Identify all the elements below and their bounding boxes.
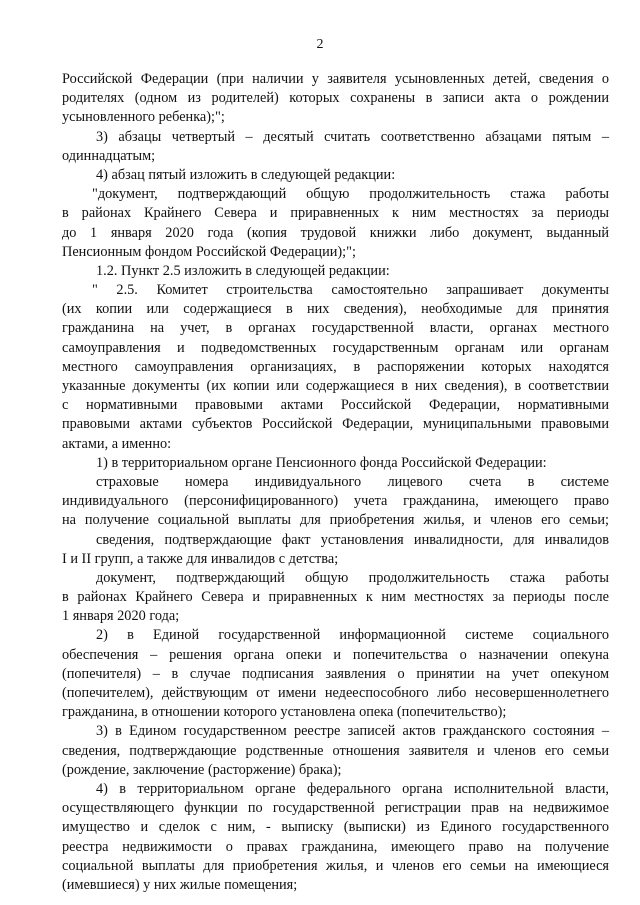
- text-line: 1 января 2020 года;: [62, 608, 180, 625]
- text-line: на получение социальной выплаты для приобретения жилья, и членов его семьи;: [62, 512, 609, 529]
- text-line: одиннадцатым;: [62, 147, 156, 164]
- text-line: 4) в территориальном органе федерального органа исполнительной власти,: [96, 780, 609, 797]
- text-line: (попечителя) – в случае подписания заявления о принятии на учет опекуном: [62, 665, 609, 682]
- text-line: страховые номера индивидуального лицевого счета в системе: [96, 473, 609, 490]
- text-line: (попечителем), действующим от имени недееспособного либо несовершеннолетнего: [62, 685, 609, 701]
- page-number: 2: [316, 37, 324, 52]
- text-line: правовыми актами субъектов Российской Федерации, муниципальными правовыми: [62, 416, 609, 433]
- text-line: 3) в Едином государственном реестре записей актов гражданского состояния –: [96, 723, 609, 740]
- text-line: Российской Федерации (при наличии у заявителя усыновленных детей, сведения о: [62, 71, 609, 87]
- text-line: документ, подтверждающий общую продолжительность стажа работы: [96, 569, 609, 586]
- text-line: 1.2. Пункт 2.5 изложить в следующей редакции:: [96, 262, 390, 279]
- text-line: "документ, подтверждающий общую продолжительность стажа работы: [92, 186, 609, 203]
- text-line: усыновленного ребенка);";: [62, 109, 225, 126]
- text-line: Пенсионным фондом Российской Федерации);";: [62, 243, 356, 260]
- text-line: 1) в территориальном органе Пенсионного фонда Российской Федерации:: [96, 454, 547, 471]
- text-line: индивидуального (персонифицированного) учета гражданина, имеющего право: [62, 493, 609, 510]
- text-line: 2) в Единой государственной информационной системе социального: [96, 627, 609, 644]
- text-line: сведения, подтверждающие факт установления инвалидности, для инвалидов: [96, 531, 609, 548]
- text-line: до 1 января 2020 года (копия трудовой книжки либо документ, выданный: [62, 224, 609, 241]
- text-line: I и II групп, а также для инвалидов с детства;: [62, 550, 339, 567]
- text-line: 3) абзацы четвертый – десятый считать соответственно абзацами пятым –: [96, 128, 609, 145]
- text-line: имущество и сделок с ним, - выписку (выписки) из Единого государственного: [62, 819, 609, 836]
- text-line: социальной выплаты для приобретения жилья, и членов его семьи на имеющиеся: [62, 857, 609, 874]
- document-body: [62, 70, 609, 895]
- text-line: в районах Крайнего Севера и приравненных к ним местностях за периоды после: [62, 589, 609, 606]
- text-line: (их копии или содержащиеся в них сведения), необходимые для принятия: [62, 301, 609, 318]
- text-line: местного самоуправления организациях, в распоряжении которых находятся: [62, 358, 609, 375]
- text-line: с нормативными правовыми актами Российской Федерации, нормативными: [62, 397, 609, 414]
- text-line: " 2.5. Комитет строительства самостоятельно запрашивает документы: [92, 282, 609, 299]
- text-line: осуществляющего функции по государственной регистрации прав на недвижимое: [62, 800, 609, 817]
- text-line: в районах Крайнего Севера и приравненных к ним местностях за периоды: [62, 205, 609, 222]
- text-line: актами, а именно:: [62, 435, 172, 452]
- text-line: гражданина на учет, в органах государственной власти, органах местного: [62, 320, 609, 337]
- text-line: гражданина, в отношении которого установлена опека (попечительство);: [62, 704, 507, 721]
- text-line: самоуправления и подведомственных государственным органам или органам: [62, 339, 609, 356]
- text-line: реестра недвижимости о правах гражданина, имеющего право на получение: [62, 838, 609, 855]
- text-line: 4) абзац пятый изложить в следующей редакции:: [96, 166, 396, 183]
- text-line: указанные документы (их копии или содержащиеся в них сведения), в соответствии: [62, 378, 609, 394]
- text-line: обеспечения – решения органа опеки и попечительства о назначении опекуна: [62, 646, 609, 663]
- text-line: (рождение, заключение (расторжение) брака);: [62, 761, 342, 778]
- text-line: (имевшиеся) у них жилые помещения;: [62, 876, 298, 893]
- text-line: родителях (одном из родителей) которых сохранены в записи акта о рождении: [62, 90, 609, 107]
- text-line: сведения, подтверждающие родственные отношения заявителя и членов его семьи: [62, 742, 609, 759]
